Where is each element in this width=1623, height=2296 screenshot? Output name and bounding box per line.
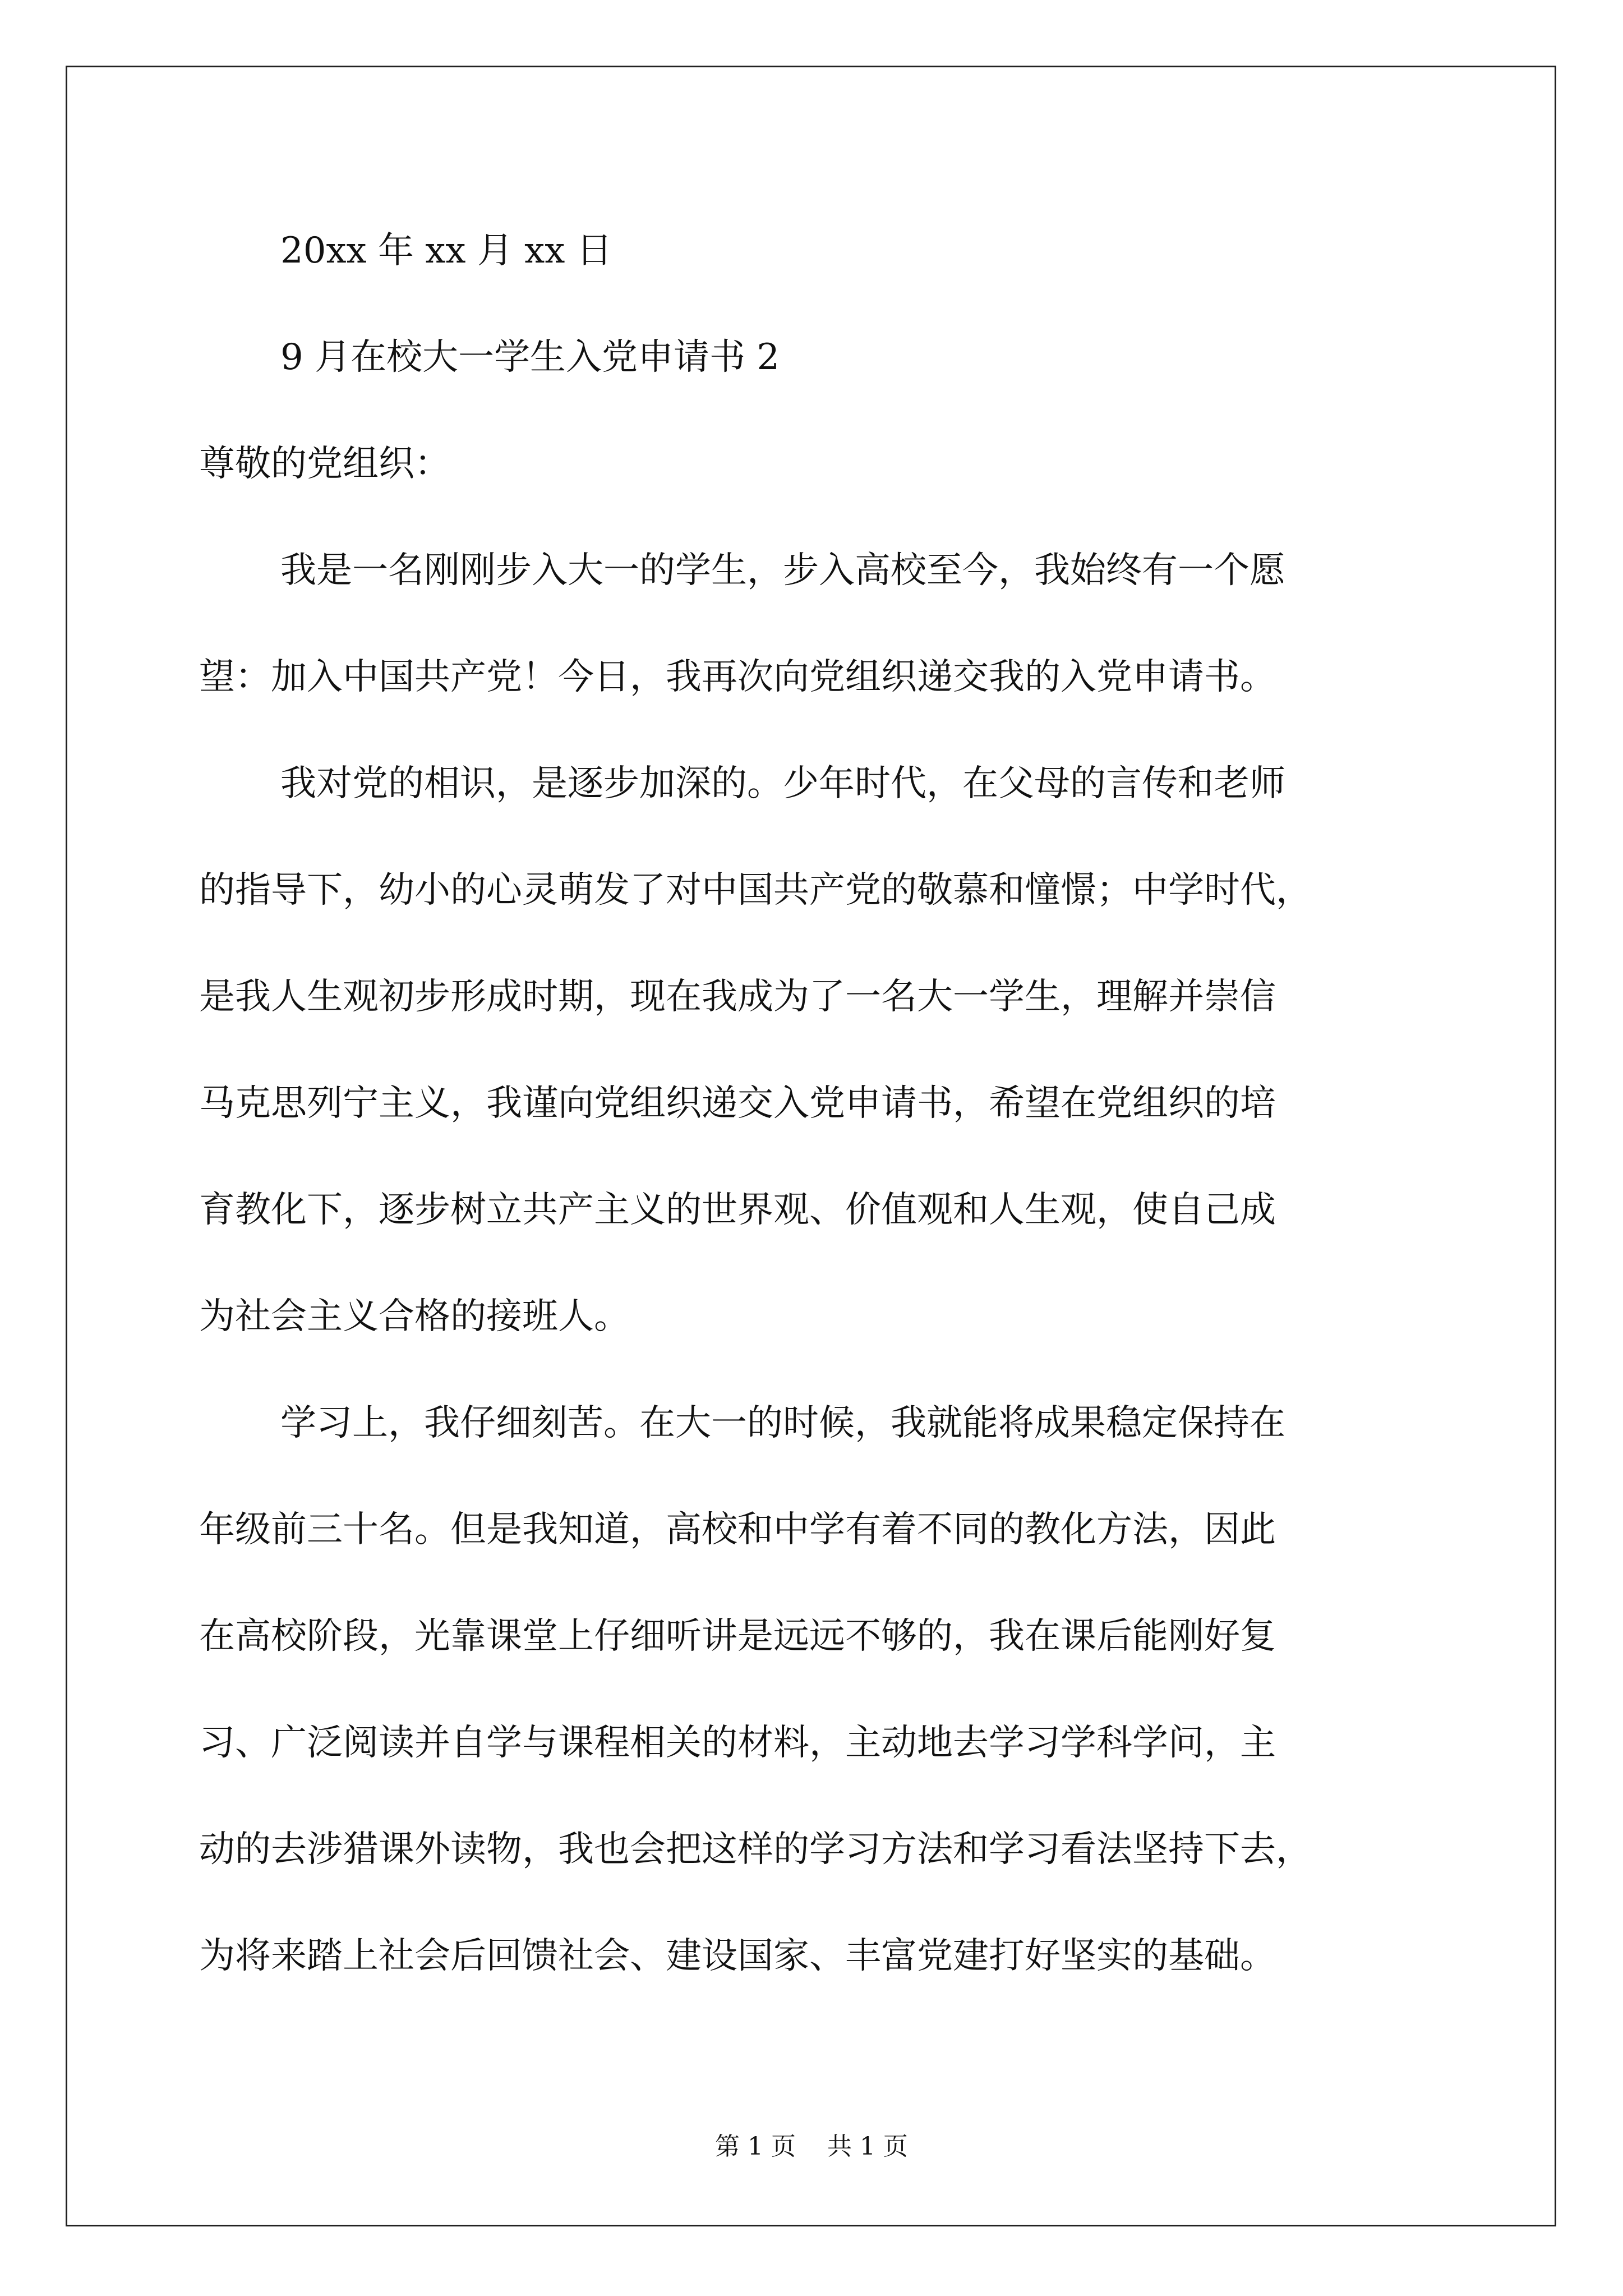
paragraph-3-line-1: 学习上，我仔细刻苦。在大一的时候，我就能将成果稳定保持在 <box>280 1402 1285 1444</box>
paragraph-2-line-6: 为社会主义合格的接班人。 <box>199 1296 630 1337</box>
paragraph-3-line-5: 动的去涉猎课外读物，我也会把这样的学习方法和学习看法坚持下去， <box>199 1829 1312 1870</box>
paragraph-1-line-1: 我是一名刚刚步入大一的学生，步入高校至今，我始终有一个愿 <box>280 550 1285 591</box>
paragraph-3-line-4: 习、广泛阅读并自学与课程相关的材料，主动地去学习学科学问，主 <box>199 1722 1276 1764</box>
paragraph-3-line-6: 为将来踏上社会后回馈社会、建设国家、丰富党建打好坚实的基础。 <box>199 1935 1276 1977</box>
paragraph-2-line-2: 的指导下，幼小的心灵萌发了对中国共产党的敬慕和憧憬；中学时代， <box>199 869 1312 911</box>
date-line: 20xx 年 xx 月 xx 日 <box>280 230 612 272</box>
paragraph-2-line-4: 马克思列宁主义，我谨向党组织递交入党申请书，希望在党组织的培 <box>199 1083 1276 1124</box>
paragraph-2-line-3: 是我人生观初步形成时期，现在我成为了一名大一学生，理解并崇信 <box>199 976 1276 1018</box>
document-heading: 9 月在校大一学生入党申请书 2 <box>280 337 780 378</box>
page-border <box>66 66 1556 2226</box>
paragraph-2-line-1: 我对党的相识，是逐步加深的。少年时代，在父母的言传和老师 <box>280 763 1285 804</box>
salutation: 尊敬的党组织： <box>199 443 450 485</box>
paragraph-2-line-5: 育教化下，逐步树立共产主义的世界观、价值观和人生观，使自己成 <box>199 1189 1276 1231</box>
paragraph-3-line-2: 年级前三十名。但是我知道，高校和中学有着不同的教化方法，因此 <box>199 1509 1276 1550</box>
page-footer: 第 1 页 共 1 页 <box>715 2132 908 2161</box>
paragraph-1-line-2: 望：加入中国共产党！今日，我再次向党组织递交我的入党申请书。 <box>199 656 1276 698</box>
paragraph-3-line-3: 在高校阶段，光靠课堂上仔细听讲是远远不够的，我在课后能刚好复 <box>199 1616 1276 1657</box>
